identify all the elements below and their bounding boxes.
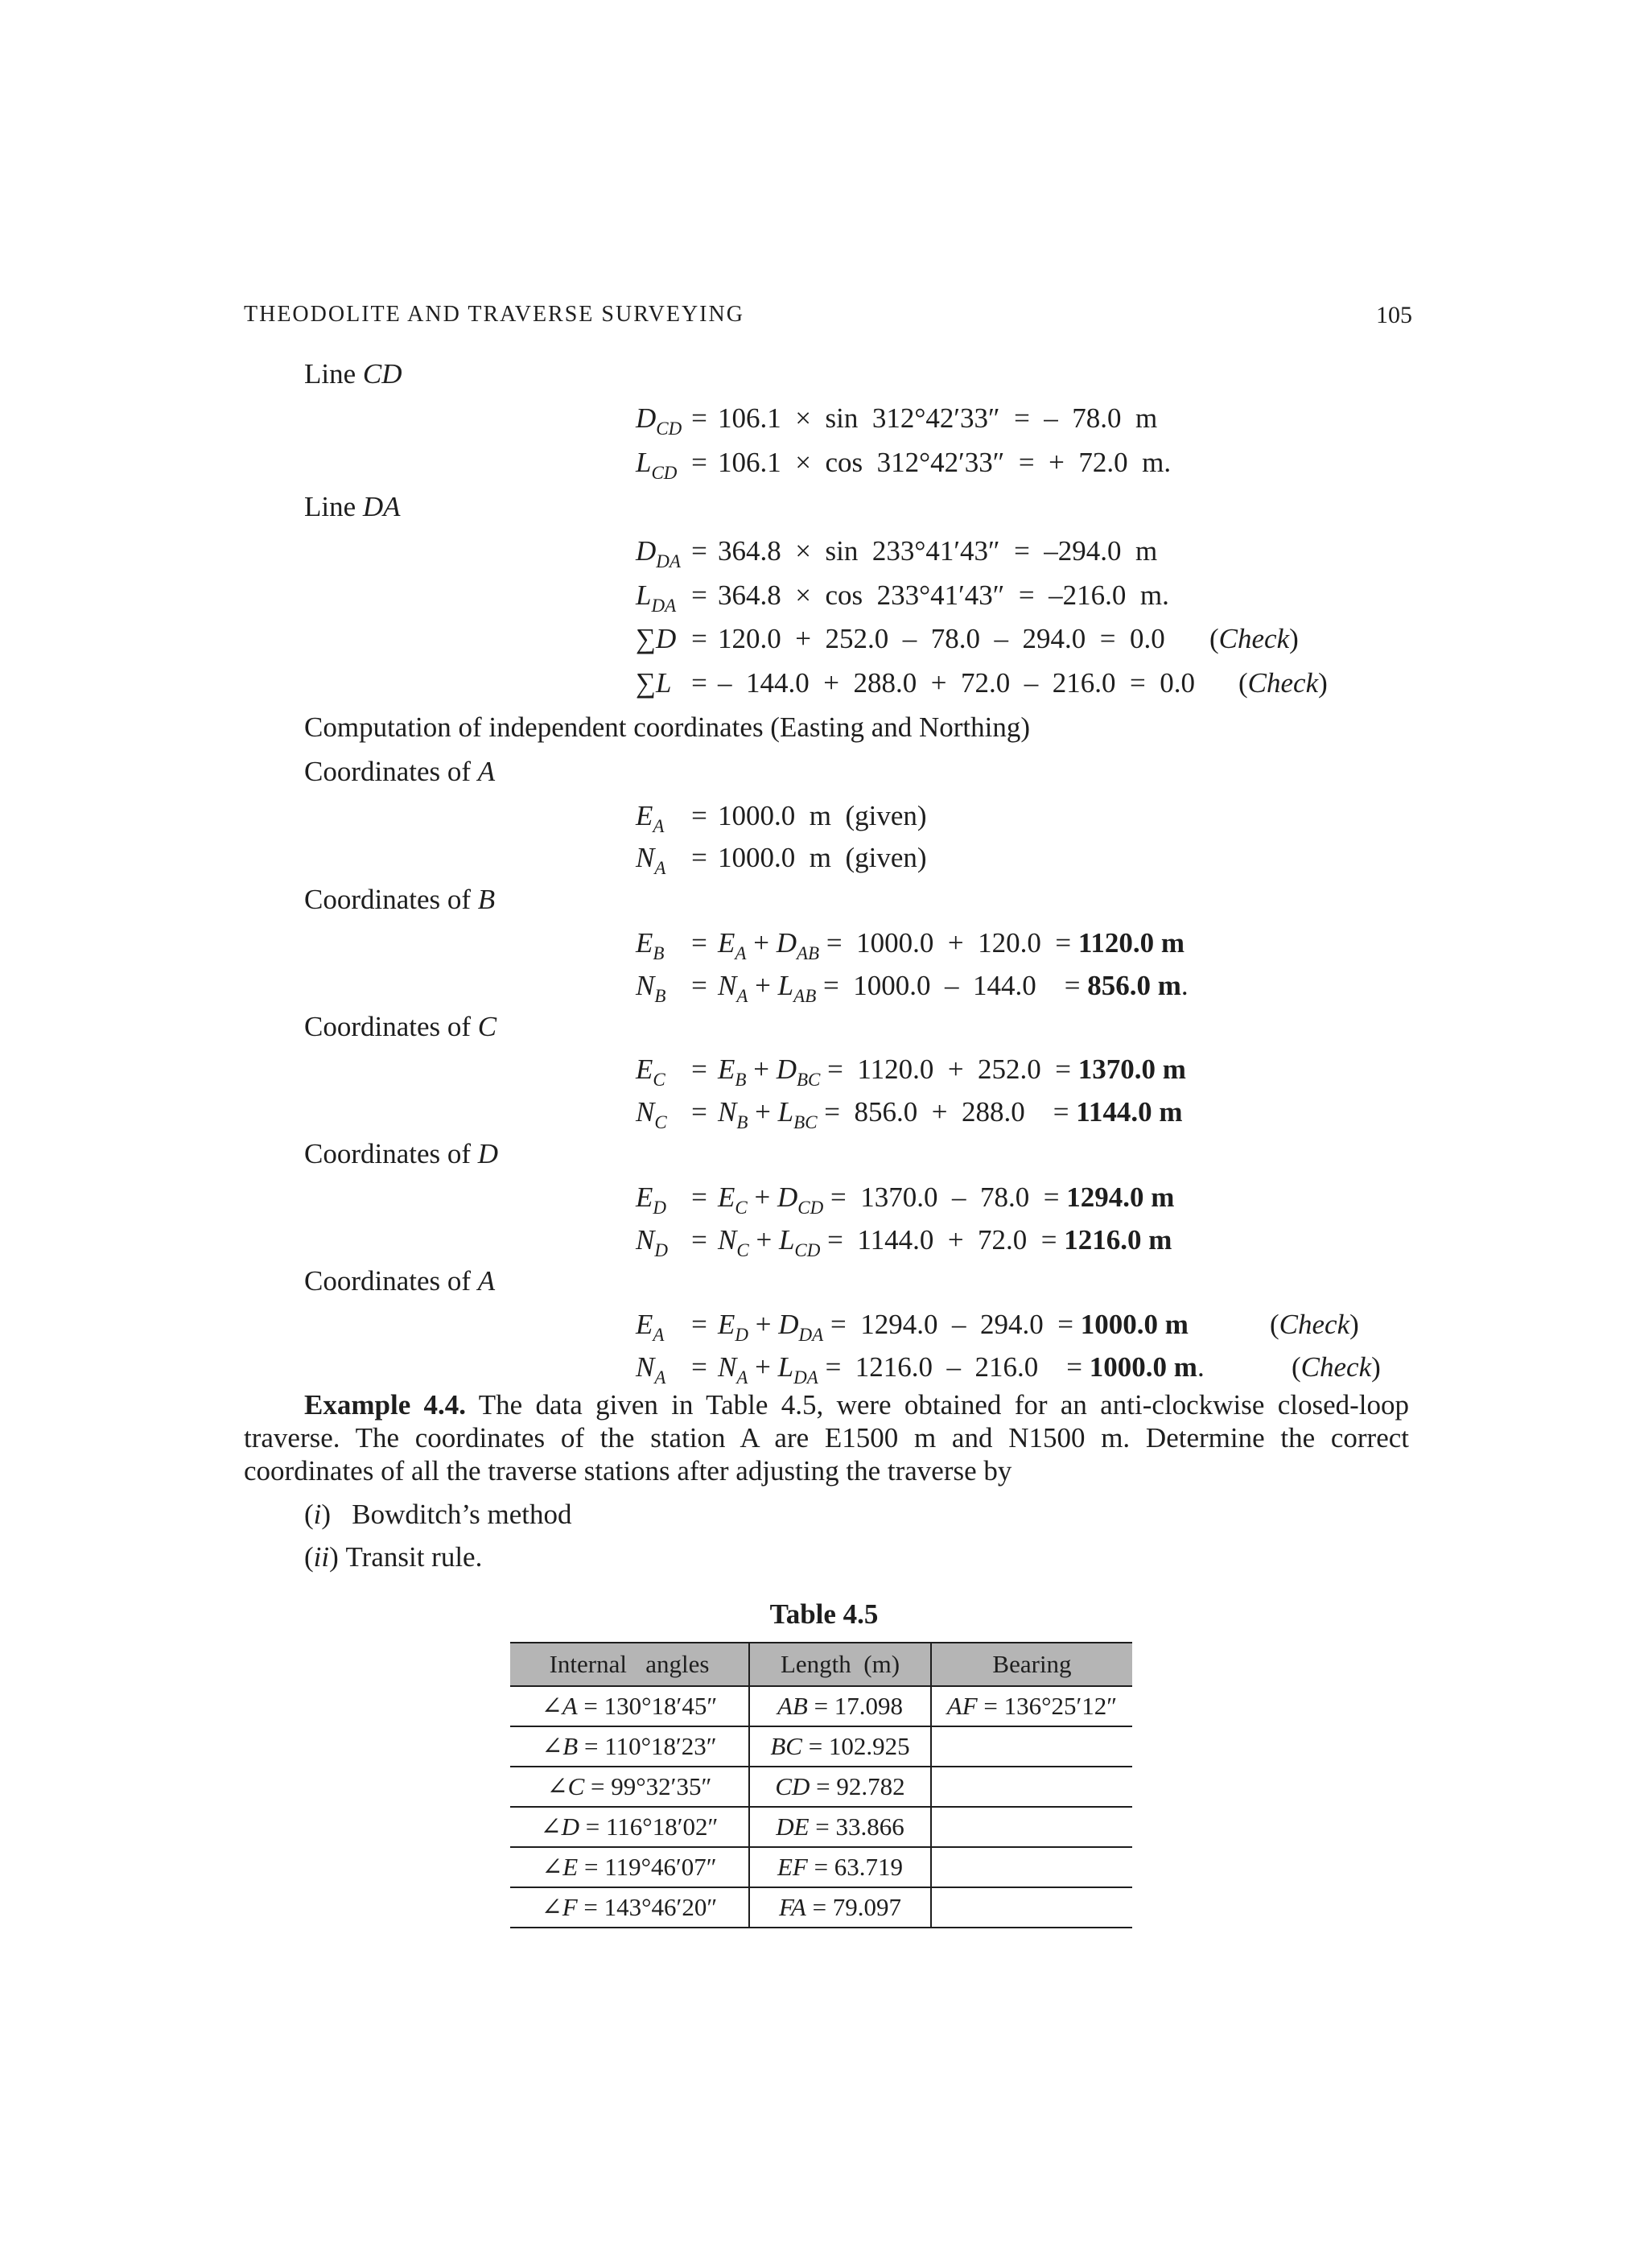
bearing-cell: AF = 136°25′12″: [931, 1686, 1132, 1726]
bearing-cell: [931, 1887, 1132, 1928]
table-row: [510, 1767, 1132, 1807]
equation-e-a: $E_A = 1000.0$ m (given): [636, 800, 927, 836]
length-cell: BC = 102.925: [749, 1726, 931, 1767]
coords-a-check-heading: Coordinates of A: [304, 1265, 496, 1297]
equation-n-d: $N_D = N_C + L_{CD} = 1144.0 + 72.0 = 1216.0$ m: [636, 1224, 1172, 1260]
coords-d-heading: Coordinates of D: [304, 1138, 499, 1169]
data-table: [510, 1642, 1132, 1928]
bearing-cell: [931, 1726, 1132, 1767]
computation-heading: Computation of independent coordinates (Easting and Northing): [304, 711, 1031, 743]
angle-cell: ∠C = 99°32′35″: [510, 1767, 749, 1807]
equation-e-b: $E_B = E_A + D_{AB} = 1000.0 + 120.0 = 1120.0$ m: [636, 927, 1185, 963]
column-header: Length (m): [749, 1643, 931, 1686]
equation-d-cd: $D_{CD} = 106.1 \times \sin 312^\circ 42'33''$ = – 78.0 m: [636, 402, 1158, 439]
check-note: (Check): [1270, 1309, 1359, 1340]
check-note: (Check): [1209, 623, 1299, 654]
table-row: [510, 1887, 1132, 1928]
column-header: Internal angles: [510, 1643, 749, 1686]
bearing-cell: [931, 1807, 1132, 1847]
length-cell: DE = 33.866: [749, 1807, 931, 1847]
table-title: Table 4.5: [769, 1598, 879, 1630]
check-note: (Check): [1292, 1351, 1381, 1383]
angle-cell: ∠A = 130°18′45″: [510, 1686, 749, 1726]
line-da-heading: Line DA: [304, 491, 401, 522]
equation-e-a-check: $E_A = E_D + D_{DA} = 1294.0 - 294.0 = 1000.0$ m (Check): [636, 1309, 1359, 1345]
coords-b-heading: Coordinates of B: [304, 884, 496, 915]
column-header: Bearing: [931, 1643, 1132, 1686]
table-row: [510, 1807, 1132, 1847]
equation-n-a: $N_A = 1000.0$ m (given): [636, 842, 927, 878]
angle-cell: ∠F = 143°46′20″: [510, 1887, 749, 1928]
angle-cell: ∠B = 110°18′23″: [510, 1726, 749, 1767]
coords-c-heading: Coordinates of C: [304, 1011, 497, 1042]
example-paragraph: [244, 1388, 1409, 1487]
length-cell: EF = 63.719: [749, 1847, 931, 1887]
list-item: (i) Bowditch’s method: [304, 1499, 572, 1530]
coords-a-heading: Coordinates of A: [304, 756, 496, 787]
table-row: [510, 1847, 1132, 1887]
equation-e-c: $E_C = E_B + D_{BC} = 1120.0 + 252.0 = 1370.0$ m: [636, 1054, 1186, 1090]
length-cell: AB = 17.098: [749, 1686, 931, 1726]
line-cd-heading: Line CD: [304, 358, 402, 390]
length-cell: CD = 92.782: [749, 1767, 931, 1807]
bearing-cell: [931, 1847, 1132, 1887]
equation-e-d: $E_D = E_C + D_{CD} = 1370.0 - 78.0 = 1294.0$ m: [636, 1181, 1175, 1218]
equation-l-cd: $L_{CD} = 106.1 \times \cos 312^\circ 42'33''$ = + 72.0 m.: [636, 447, 1172, 483]
equation-n-b: $N_B = N_A + L_{AB} = 1000.0 - 144.0$ = 856.0 m.: [636, 970, 1189, 1006]
running-head: THEODOLITE AND TRAVERSE SURVEYING: [244, 302, 744, 327]
table-row: [510, 1726, 1132, 1767]
equation-d-da: $D_{DA} = 364.8 \times \sin 233^\circ 41'43'' = -294.0$ m: [636, 535, 1158, 571]
equation-n-c: $N_C = N_B + L_{BC} = 856.0 + 288.0$ = 1144.0 m: [636, 1096, 1183, 1132]
equation-n-a-check: $N_A = N_A + L_{DA} = 1216.0 - 216.0$ = 1000.0 m. (Check): [636, 1351, 1381, 1388]
equation-l-da: $L_{DA} = 364.8 \times \cos 233^\circ 41'43'' = -216.0$ m.: [636, 579, 1169, 616]
example-label: Example 4.4.: [304, 1389, 467, 1421]
bearing-cell: [931, 1767, 1132, 1807]
check-note: (Check): [1238, 667, 1328, 699]
angle-cell: ∠E = 119°46′07″: [510, 1847, 749, 1887]
page-number: 105: [1376, 302, 1412, 328]
example-text: The data given in Table 4.5, were obtained for an anti-clockwise closed-loop traverse. The coordinates of the station A are E1500 m and N1500 m. Determine the correct coordinates of all the traverse stations after adjusting the traverse by: [244, 1389, 1409, 1487]
list-item: (ii) Transit rule.: [304, 1541, 483, 1573]
angle-cell: ∠D = 116°18′02″: [510, 1807, 749, 1847]
length-cell: FA = 79.097: [749, 1887, 931, 1928]
equation-sum-d: ∑D = 120.0 + 252.0 – 78.0 – 294.0 = 0.0 (Check): [636, 623, 1299, 654]
equation-sum-l: ∑L = – 144.0 + 288.0 + 72.0 – 216.0 = 0.0 (Check): [636, 667, 1328, 699]
table-header-row: [510, 1643, 1132, 1686]
table-row: [510, 1686, 1132, 1726]
